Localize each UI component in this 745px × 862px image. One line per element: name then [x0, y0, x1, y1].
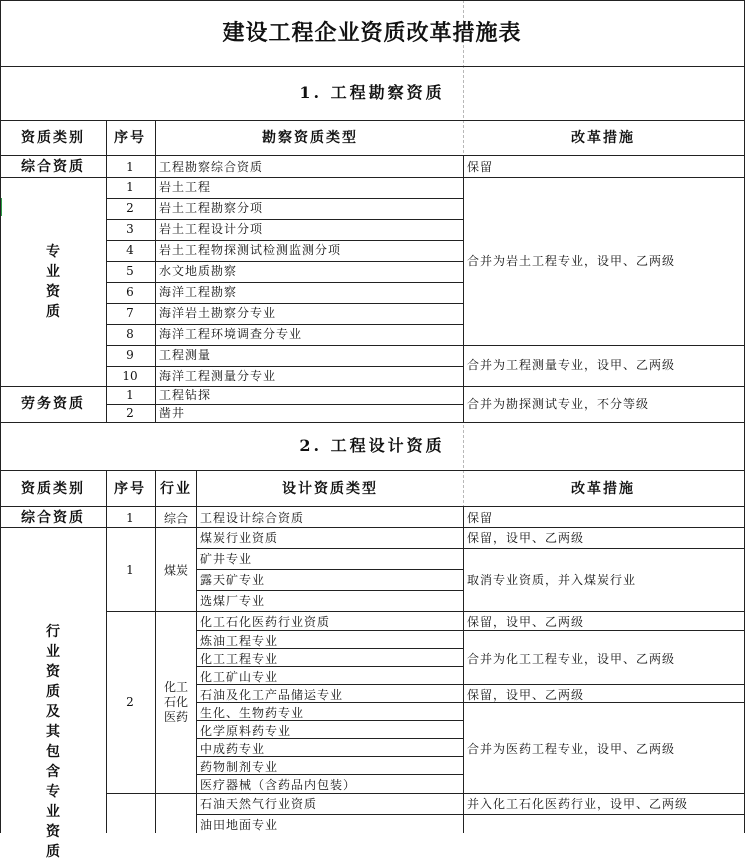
s1-row-type: 凿井: [159, 406, 186, 420]
grid-line: [0, 422, 745, 423]
grid-line: [0, 0, 745, 1]
grid-line: [155, 120, 156, 422]
s1-row-type: 水文地质勘察: [159, 264, 238, 278]
grid-line: [155, 470, 156, 833]
grid-line: [106, 404, 463, 405]
grid-line: [0, 120, 745, 121]
s2-category-industry: 行业资质及其包含专业资质: [46, 624, 60, 860]
s1-row-type: 岩土工程物探测试检测监测分项: [159, 243, 342, 257]
s1-row-number: 10: [122, 369, 138, 383]
grid-line: [106, 198, 463, 199]
s2-chem-measure-keep1: 保留，设甲、乙两级: [467, 615, 585, 629]
grid-line: [196, 548, 745, 549]
s2-coal-type: 矿井专业: [200, 552, 253, 566]
grid-line: [0, 0, 1, 833]
s1-row-type: 海洋工程测量分专业: [159, 369, 277, 383]
s1-row-number: 6: [126, 285, 134, 299]
s2-coal-measure-merge: 取消专业资质，并入煤炭行业: [467, 573, 637, 587]
s2-oil-type: 油田地面专业: [200, 818, 279, 832]
s1-category-labor: 劳务资质: [21, 396, 85, 412]
grid-line: [196, 569, 463, 570]
grid-line: [196, 756, 463, 757]
grid-line: [463, 155, 464, 422]
s2-coal-industry: 煤炭: [163, 563, 189, 578]
s2-chem-type: 化学原料药专业: [200, 724, 292, 738]
grid-line: [196, 470, 197, 833]
s1-row-type: 海洋工程勘察: [159, 285, 238, 299]
grid-line: [106, 324, 463, 325]
section2-heading: 2. 工程设计资质: [299, 436, 445, 455]
s2-header-number: 序号: [114, 481, 146, 497]
grid-line: [0, 66, 745, 67]
grid-line: [196, 590, 463, 591]
s1-measure-keep: 保留: [467, 160, 494, 174]
s1-row-number: 9: [126, 348, 134, 362]
s2-coal-type: 选煤厂专业: [200, 594, 266, 608]
grid-line: [196, 684, 745, 685]
s1-row-number: 1: [126, 160, 134, 174]
grid-line: [0, 506, 745, 507]
s2-header-category: 资质类别: [21, 481, 85, 497]
s1-row-number: 5: [126, 264, 134, 278]
s1-row-number: 4: [126, 243, 134, 257]
s1-row-type: 工程测量: [159, 348, 212, 362]
grid-line: [0, 155, 745, 156]
s1-row-number: 2: [126, 406, 134, 420]
s2-header-type: 设计资质类型: [282, 481, 378, 497]
s2-coal-type: 露天矿专业: [200, 573, 266, 587]
s1-row-number: 2: [126, 201, 134, 215]
grid-line: [106, 240, 463, 241]
s1-row-type: 岩土工程勘察分项: [159, 201, 264, 215]
s1-row-number: 1: [126, 180, 134, 194]
s1-category-comprehensive: 综合资质: [21, 159, 85, 175]
grid-line: [106, 366, 463, 367]
grid-line: [463, 506, 464, 833]
s2-chem-type: 化工工程专业: [200, 652, 279, 666]
section1-heading: 1. 工程勘察资质: [299, 83, 445, 102]
s2-chem-type: 炼油工程专业: [200, 634, 279, 648]
s2-coal-type: 煤炭行业资质: [200, 531, 279, 545]
grid-line: [196, 774, 463, 775]
grid-line: [106, 120, 107, 422]
s2-chem-type: 生化、生物药专业: [200, 706, 305, 720]
s2-coal-number: 1: [126, 563, 134, 577]
grid-line: [196, 666, 463, 667]
s2-header-measure: 改革措施: [571, 481, 635, 497]
s1-row-type: 工程勘察综合资质: [159, 160, 264, 174]
page-title: 建设工程企业资质改革措施表: [222, 20, 522, 46]
s2-chem-type: 中成药专业: [200, 742, 266, 756]
grid-line: [196, 738, 463, 739]
grid-line: [106, 611, 745, 612]
s2-oil-measure: 并入化工石化医药行业，设甲、乙两级: [467, 797, 689, 811]
s2-row-measure: 保留: [467, 511, 494, 525]
s2-coal-measure-keep: 保留，设甲、乙两级: [467, 531, 585, 545]
s2-chem-type: 石油及化工产品储运专业: [200, 688, 344, 702]
grid-line: [0, 527, 745, 528]
s2-chem-type: 药物制剂专业: [200, 760, 279, 774]
s2-row-industry: 综合: [163, 511, 189, 526]
s2-chem-measure-keep2: 保留，设甲、乙两级: [467, 688, 585, 702]
grid-line: [106, 345, 745, 346]
grid-line: [106, 303, 463, 304]
s2-oil-type: 石油天然气行业资质: [200, 797, 318, 811]
s1-row-type: 工程钻探: [159, 388, 212, 402]
grid-line: [196, 814, 745, 815]
s1-row-type: 岩土工程设计分项: [159, 222, 264, 236]
grid-line: [106, 470, 107, 833]
s1-measure-geo: 合并为岩土工程专业，设甲、乙两级: [467, 254, 676, 268]
grid-line: [196, 720, 463, 721]
grid-line: [0, 386, 745, 387]
s1-row-number: 1: [126, 388, 134, 402]
grid-line: [0, 470, 745, 471]
s2-chem-type: 医疗器械（含药品内包装）: [200, 778, 357, 792]
s1-measure-drill: 合并为勘探测试专业，不分等级: [467, 397, 650, 411]
s2-row-type: 工程设计综合资质: [200, 511, 305, 525]
s1-category-specialty: 专业资质: [46, 244, 60, 320]
grid-line: [196, 630, 745, 631]
s1-row-type: 海洋岩土勘察分专业: [159, 306, 277, 320]
grid-line: [196, 648, 463, 649]
s1-row-number: 7: [126, 306, 134, 320]
s2-chem-number: 2: [126, 695, 134, 709]
s1-header-measure: 改革措施: [571, 130, 635, 146]
s2-chem-type: 化工矿山专业: [200, 670, 279, 684]
s1-row-number: 8: [126, 327, 134, 341]
s2-header-industry: 行业: [160, 481, 192, 497]
grid-line: [0, 177, 745, 178]
s2-chem-measure-pharma: 合并为医药工程专业，设甲、乙两级: [467, 742, 676, 756]
s2-chem-type: 化工石化医药行业资质: [200, 615, 331, 629]
s2-chem-measure-chem: 合并为化工工程专业，设甲、乙两级: [467, 652, 676, 666]
s1-header-number: 序号: [114, 130, 146, 146]
s1-header-type: 勘察资质类型: [262, 130, 358, 146]
grid-line: [106, 261, 463, 262]
s1-row-type: 海洋工程环境调查分专业: [159, 327, 303, 341]
grid-line: [106, 282, 463, 283]
s1-header-category: 资质类别: [21, 130, 85, 146]
s1-measure-survey: 合并为工程测量专业，设甲、乙两级: [467, 358, 676, 372]
s1-row-number: 3: [126, 222, 134, 236]
s2-category-comprehensive: 综合资质: [21, 510, 85, 526]
s1-row-type: 岩土工程: [159, 180, 212, 194]
grid-line: [106, 219, 463, 220]
s2-row-number: 1: [126, 511, 134, 525]
grid-line: [196, 702, 745, 703]
s2-chem-industry: 化工石化医药: [163, 680, 188, 724]
grid-line: [106, 793, 745, 794]
